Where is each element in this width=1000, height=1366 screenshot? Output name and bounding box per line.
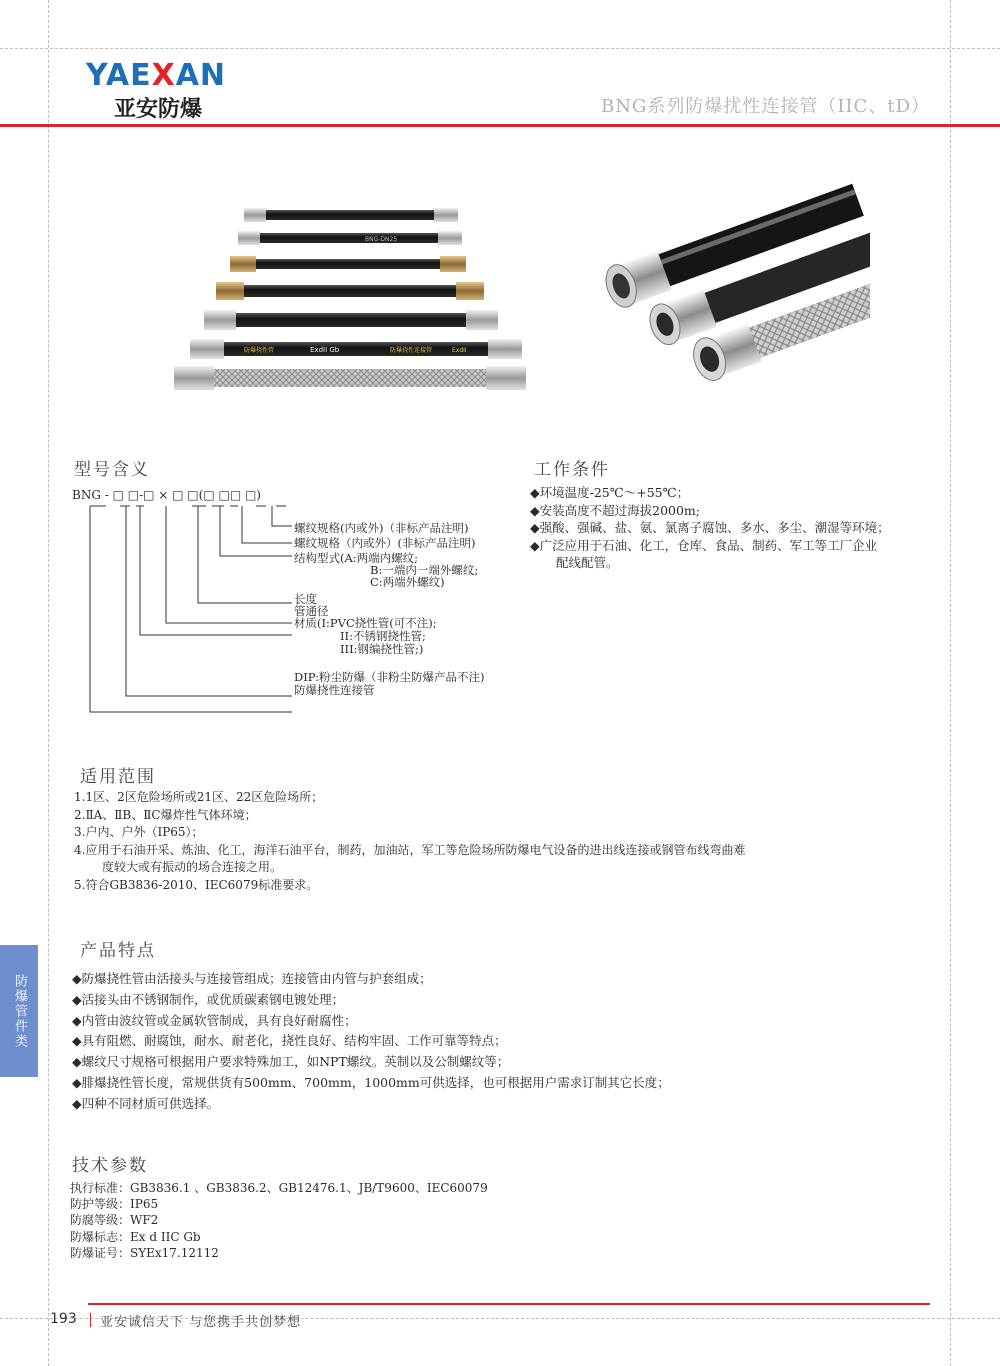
list-item: 防护等级：IP65 — [70, 1197, 159, 1212]
model-diagram-lines — [80, 498, 300, 718]
footer-divider — [90, 1313, 91, 1327]
list-item: 2.ⅡA、ⅡB、ⅡC爆炸性气体环境； — [74, 807, 257, 822]
list-item: 度较大或有振动的场合连接之用。 — [102, 860, 283, 874]
guide-line — [0, 48, 1000, 49]
hose — [244, 208, 458, 222]
features-list — [72, 969, 670, 1115]
list-item: ◆四种不同材质可供选择。 — [72, 1095, 220, 1111]
logo-text: AN — [175, 58, 227, 93]
footer-slogan: 亚安诚信天下 与您携手共创梦想 — [100, 1315, 302, 1330]
list-item: 防腐等级：WF2 — [70, 1213, 159, 1228]
model-desc: 结构型式(A:两端内螺纹; — [294, 551, 419, 565]
list-item: ◆防爆挠性管由活接头与连接管组成；连接管由内管与护套组成； — [72, 971, 432, 986]
model-code: BNG - □ □-□ × □ □(□ □□ □) — [72, 488, 261, 502]
logo — [86, 58, 226, 93]
model-desc: C:两端外螺纹) — [370, 575, 445, 589]
list-item: ◆广泛应用于石油、化工，仓库、食品、制药、军工等工厂企业 — [530, 537, 878, 553]
header-rule — [0, 124, 1000, 127]
list-item: 5.符合GB3836-2010、IEC6079标准要求。 — [74, 877, 319, 892]
hose-print: 防爆挠性管 — [244, 347, 275, 354]
scope-title: 适用范围 — [80, 767, 156, 787]
list-item: 1.1区、2区危险场所或21区、22区危险场所； — [74, 790, 324, 804]
list-item: 4.应用于石油开采、炼油、化工，海洋石油平台，制药，加油站，军工等危险场所防爆电气设备的进出线连接或钢管布线弯曲难 — [74, 842, 746, 857]
logo-cn: 亚安防爆 — [114, 97, 203, 122]
product-photo-group — [160, 200, 540, 410]
logo-text: X — [151, 58, 176, 93]
list-item: ◆活接头由不锈钢制作，或优质碳素钢电镀处理； — [72, 991, 345, 1007]
hose-print: ExdII Gb — [310, 346, 340, 354]
logo-text: YAE — [86, 58, 152, 93]
model-desc: 螺纹规格(内或外)（非标产品注明) — [294, 521, 469, 535]
guide-line — [950, 0, 951, 1366]
tech-list — [70, 1180, 488, 1261]
tech-title: 技术参数 — [72, 1156, 148, 1176]
model-desc: 材质(I:PVC挠性管(可不注); — [294, 616, 437, 630]
conditions-list — [530, 484, 890, 572]
model-desc: B:一端内一端外螺纹; — [370, 563, 479, 577]
list-item: ◆螺纹尺寸规格可根据用户要求特殊加工，如NPT螺纹。英制以及公制螺纹等； — [72, 1054, 510, 1070]
page-number: 193 — [50, 1311, 77, 1327]
model-desc: II:不锈钢挠性管; — [340, 629, 426, 643]
list-item: 3.户内、户外（IP65）； — [74, 825, 204, 839]
model-desc: 螺纹规格（内或外）(非标产品注明) — [294, 536, 476, 550]
list-item: 执行标准：GB3836.1 、GB3836.2、GB12476.1、JB/T9600、IEC60079 — [70, 1181, 488, 1195]
list-item: 配线配管。 — [556, 555, 619, 570]
conditions-title: 工作条件 — [534, 460, 610, 480]
scope-list — [74, 789, 745, 894]
list-item: 防爆证号：SYEx17.12112 — [70, 1245, 219, 1260]
list-item: ◆内管由波纹管或金属软管制成，具有良好耐腐性； — [72, 1012, 357, 1028]
hose-print: BNG-DN25 — [365, 236, 398, 243]
guide-line — [48, 0, 49, 1366]
footer-rule — [88, 1303, 930, 1305]
model-desc: III:钢编挠性管;) — [340, 642, 424, 656]
hose — [174, 366, 526, 390]
hose — [204, 310, 498, 330]
page-title: BNG系列防爆扰性连接管（IIC、tD） — [600, 96, 930, 117]
product-photo-closeup — [598, 180, 870, 390]
model-desc: 管通径 — [294, 604, 329, 618]
features-title: 产品特点 — [80, 941, 156, 961]
list-item: ◆腓爆挠性管长度，常规供货有500mm、700mm，1000mm可供选择，也可根据用户需求订制其它长度； — [72, 1074, 670, 1090]
model-desc: 长度 — [294, 592, 317, 606]
list-item: ◆具有阻燃、耐腐蚀，耐水、耐老化，挠性良好、结构牢固、工作可靠等特点； — [72, 1033, 507, 1049]
model-title: 型号含义 — [74, 460, 150, 480]
model-desc: DIP:粉尘防爆（非粉尘防爆产品不注) — [294, 670, 485, 684]
list-item: ◆环境温度-25℃～+55℃； — [530, 485, 690, 500]
hose — [238, 231, 462, 245]
list-item: ◆安装高度不超过海拔2000m; — [530, 502, 700, 518]
hose — [216, 282, 484, 300]
hose-print: ExdII — [452, 347, 467, 354]
hose — [190, 339, 522, 359]
hose-print: 防爆挠性连接管 — [390, 347, 433, 354]
side-tab: 防爆管件类 — [0, 945, 38, 1077]
hose — [230, 256, 466, 272]
model-desc: 防爆挠性连接管 — [294, 683, 375, 697]
list-item: 防爆标志：Ex d IIC Gb — [70, 1229, 201, 1244]
list-item: ◆强酸、强碱、盐、氨、氯离子腐蚀、多水、多尘、潮湿等环境； — [530, 520, 890, 535]
